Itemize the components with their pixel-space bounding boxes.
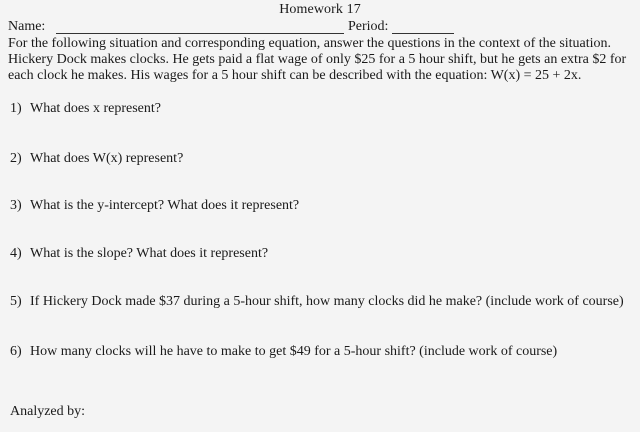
- period-label: Period:: [348, 19, 389, 34]
- name-label: Name:: [8, 19, 46, 34]
- name-blank-line: [56, 33, 344, 34]
- question-1: [10, 101, 161, 117]
- intro-line: For the following situation and corresponding equation, answer the questions in the context of the situation.: [8, 36, 612, 51]
- question-2: [10, 151, 183, 167]
- question-4: [10, 246, 268, 262]
- question-3: [10, 198, 299, 214]
- question-number: 3): [10, 198, 22, 213]
- question-number: 6): [10, 344, 22, 359]
- question-number: 1): [10, 101, 22, 116]
- question-number: 5): [10, 294, 22, 309]
- period-blank-line: [392, 33, 454, 34]
- question-number: 2): [10, 151, 22, 166]
- name-period-row: [8, 19, 628, 37]
- question-6: [10, 344, 557, 360]
- page-title: Homework 17: [279, 2, 361, 17]
- question-text: What does x represent?: [30, 101, 161, 116]
- intro-line: each clock he makes. His wages for a 5 hour shift can be described with the equation: W(x) = 25 + 2x.: [8, 68, 582, 83]
- question-text: How many clocks will he have to make to get $49 for a 5-hour shift? (include work of course): [30, 344, 558, 359]
- question-text: What is the y-intercept? What does it represent?: [30, 198, 300, 213]
- question-number: 4): [10, 246, 22, 261]
- question-5: [10, 294, 624, 310]
- intro-paragraph: [8, 36, 634, 84]
- question-text: What is the slope? What does it represent?: [30, 246, 269, 261]
- question-text: If Hickery Dock made $37 during a 5-hour shift, how many clocks did he make? (include work of course): [30, 294, 624, 309]
- intro-line: Hickery Dock makes clocks. He gets paid a flat wage of only $25 for a 5 hour shift, but he gets an extra $2 for: [8, 52, 627, 67]
- question-text: What does W(x) represent?: [30, 151, 184, 166]
- analyzed-by-label: Analyzed by:: [10, 404, 86, 419]
